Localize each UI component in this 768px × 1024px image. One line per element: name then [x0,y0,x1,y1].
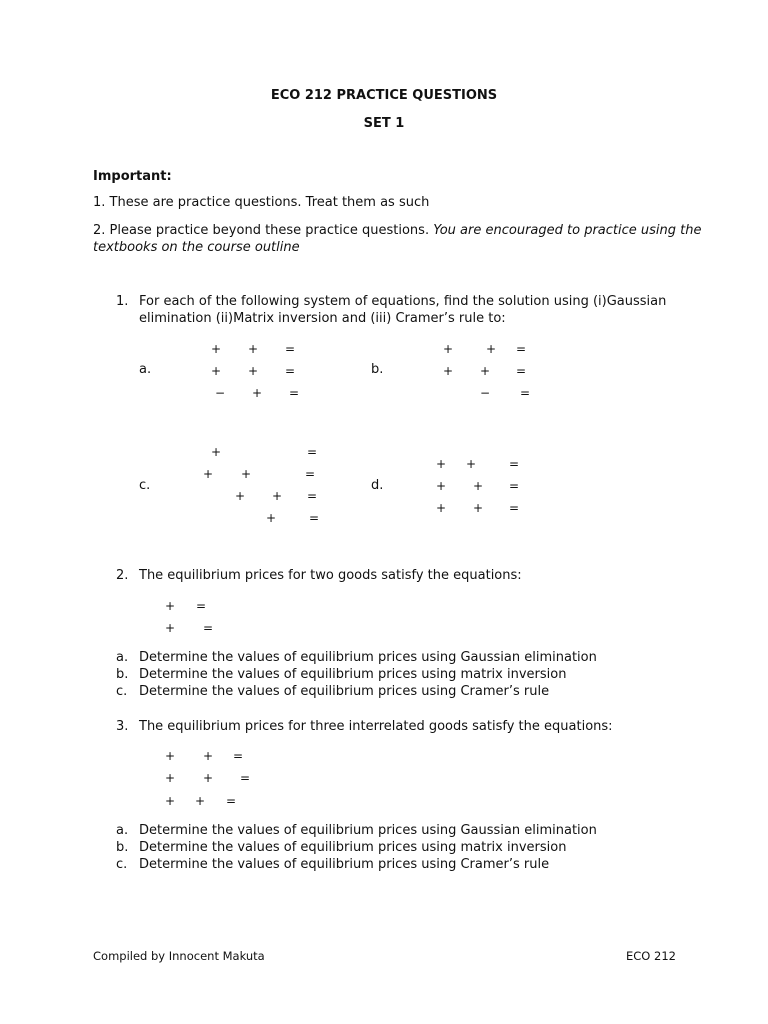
sym-plus: + [473,501,484,515]
q2-part-text: Determine the values of equilibrium prices using Cramer’s rule [139,684,550,699]
q3-part-label: c. [116,857,128,872]
important-heading: Important: [93,169,172,184]
q1-text-line2: elimination (ii)Matrix inversion and (iii) Cramer’s rule to: [139,311,506,326]
q2-part-text: Determine the values of equilibrium prices using matrix inversion [139,667,567,682]
sym-plus: + [480,364,491,378]
q3-text: The equilibrium prices for three interrelated goods satisfy the equations: [139,719,613,734]
sym-equals: = [520,386,531,400]
sym-equals: = [309,511,320,525]
q1-text-line1: For each of the following system of equations, find the solution using (i)Gaussian [139,294,667,309]
important-note-2-italic-cont: textbooks on the course outline [93,240,300,255]
sym-equals: = [226,794,237,808]
important-note-2 [93,223,701,238]
q2-part-text: Determine the values of equilibrium prices using Gaussian elimination [139,650,597,665]
sym-plus: + [436,501,447,515]
sym-plus: + [248,364,259,378]
q1-number: 1. [116,294,129,309]
sym-plus: + [203,749,214,763]
sym-equals: = [285,342,296,356]
q2-part-label: a. [116,650,129,665]
system-c-label: c. [139,478,151,493]
sym-plus: + [466,457,477,471]
q2-part-label: c. [116,684,128,699]
q3-part-text: Determine the values of equilibrium prices using Cramer’s rule [139,857,550,872]
sym-equals: = [516,364,527,378]
sym-equals: = [203,621,214,635]
page-subtitle: SET 1 [363,116,405,131]
q3-part-text: Determine the values of equilibrium prices using Gaussian elimination [139,823,597,838]
sym-plus: + [165,621,176,635]
sym-equals: = [233,749,244,763]
sym-plus: + [203,771,214,785]
sym-minus: − [480,386,491,400]
sym-equals: = [509,501,520,515]
sym-plus: + [473,479,484,493]
q2-text: The equilibrium prices for two goods satisfy the equations: [139,568,522,583]
sym-equals: = [307,445,318,459]
sym-plus: + [266,511,277,525]
q2-number: 2. [116,568,129,583]
q3-part-label: b. [116,840,129,855]
sym-plus: + [248,342,259,356]
sym-plus: + [436,479,447,493]
system-b-label: b. [371,362,384,377]
sym-plus: + [443,342,454,356]
sym-equals: = [305,467,316,481]
sym-plus: + [443,364,454,378]
sym-equals: = [196,599,207,613]
sym-plus: + [252,386,263,400]
sym-plus: + [272,489,283,503]
q3-part-label: a. [116,823,129,838]
q3-number: 3. [116,719,129,734]
important-note-2-plain: 2. Please practice beyond these practice questions. [93,223,430,238]
q2-part-label: b. [116,667,129,682]
sym-plus: + [165,599,176,613]
sym-equals: = [307,489,318,503]
sym-plus: + [486,342,497,356]
footer-author: Compiled by Innocent Makuta [93,949,265,963]
system-a-label: a. [139,362,152,377]
important-note-2-italic: You are encouraged to practice using the [433,223,702,238]
important-note-1: 1. These are practice questions. Treat them as such [93,195,430,210]
sym-plus: + [436,457,447,471]
sym-plus: + [203,467,214,481]
sym-plus: + [211,342,222,356]
sym-plus: + [165,749,176,763]
sym-plus: + [165,771,176,785]
sym-equals: = [509,457,520,471]
system-d-label: d. [371,478,384,493]
sym-minus: − [215,386,226,400]
sym-plus: + [235,489,246,503]
sym-plus: + [165,794,176,808]
sym-equals: = [509,479,520,493]
q3-part-text: Determine the values of equilibrium prices using matrix inversion [139,840,567,855]
sym-plus: + [211,445,222,459]
sym-equals: = [285,364,296,378]
sym-plus: + [241,467,252,481]
footer-course: ECO 212 [626,949,676,963]
sym-plus: + [211,364,222,378]
sym-plus: + [195,794,206,808]
sym-equals: = [240,771,251,785]
sym-equals: = [289,386,300,400]
sym-equals: = [516,342,527,356]
page-title: ECO 212 PRACTICE QUESTIONS [270,88,498,103]
